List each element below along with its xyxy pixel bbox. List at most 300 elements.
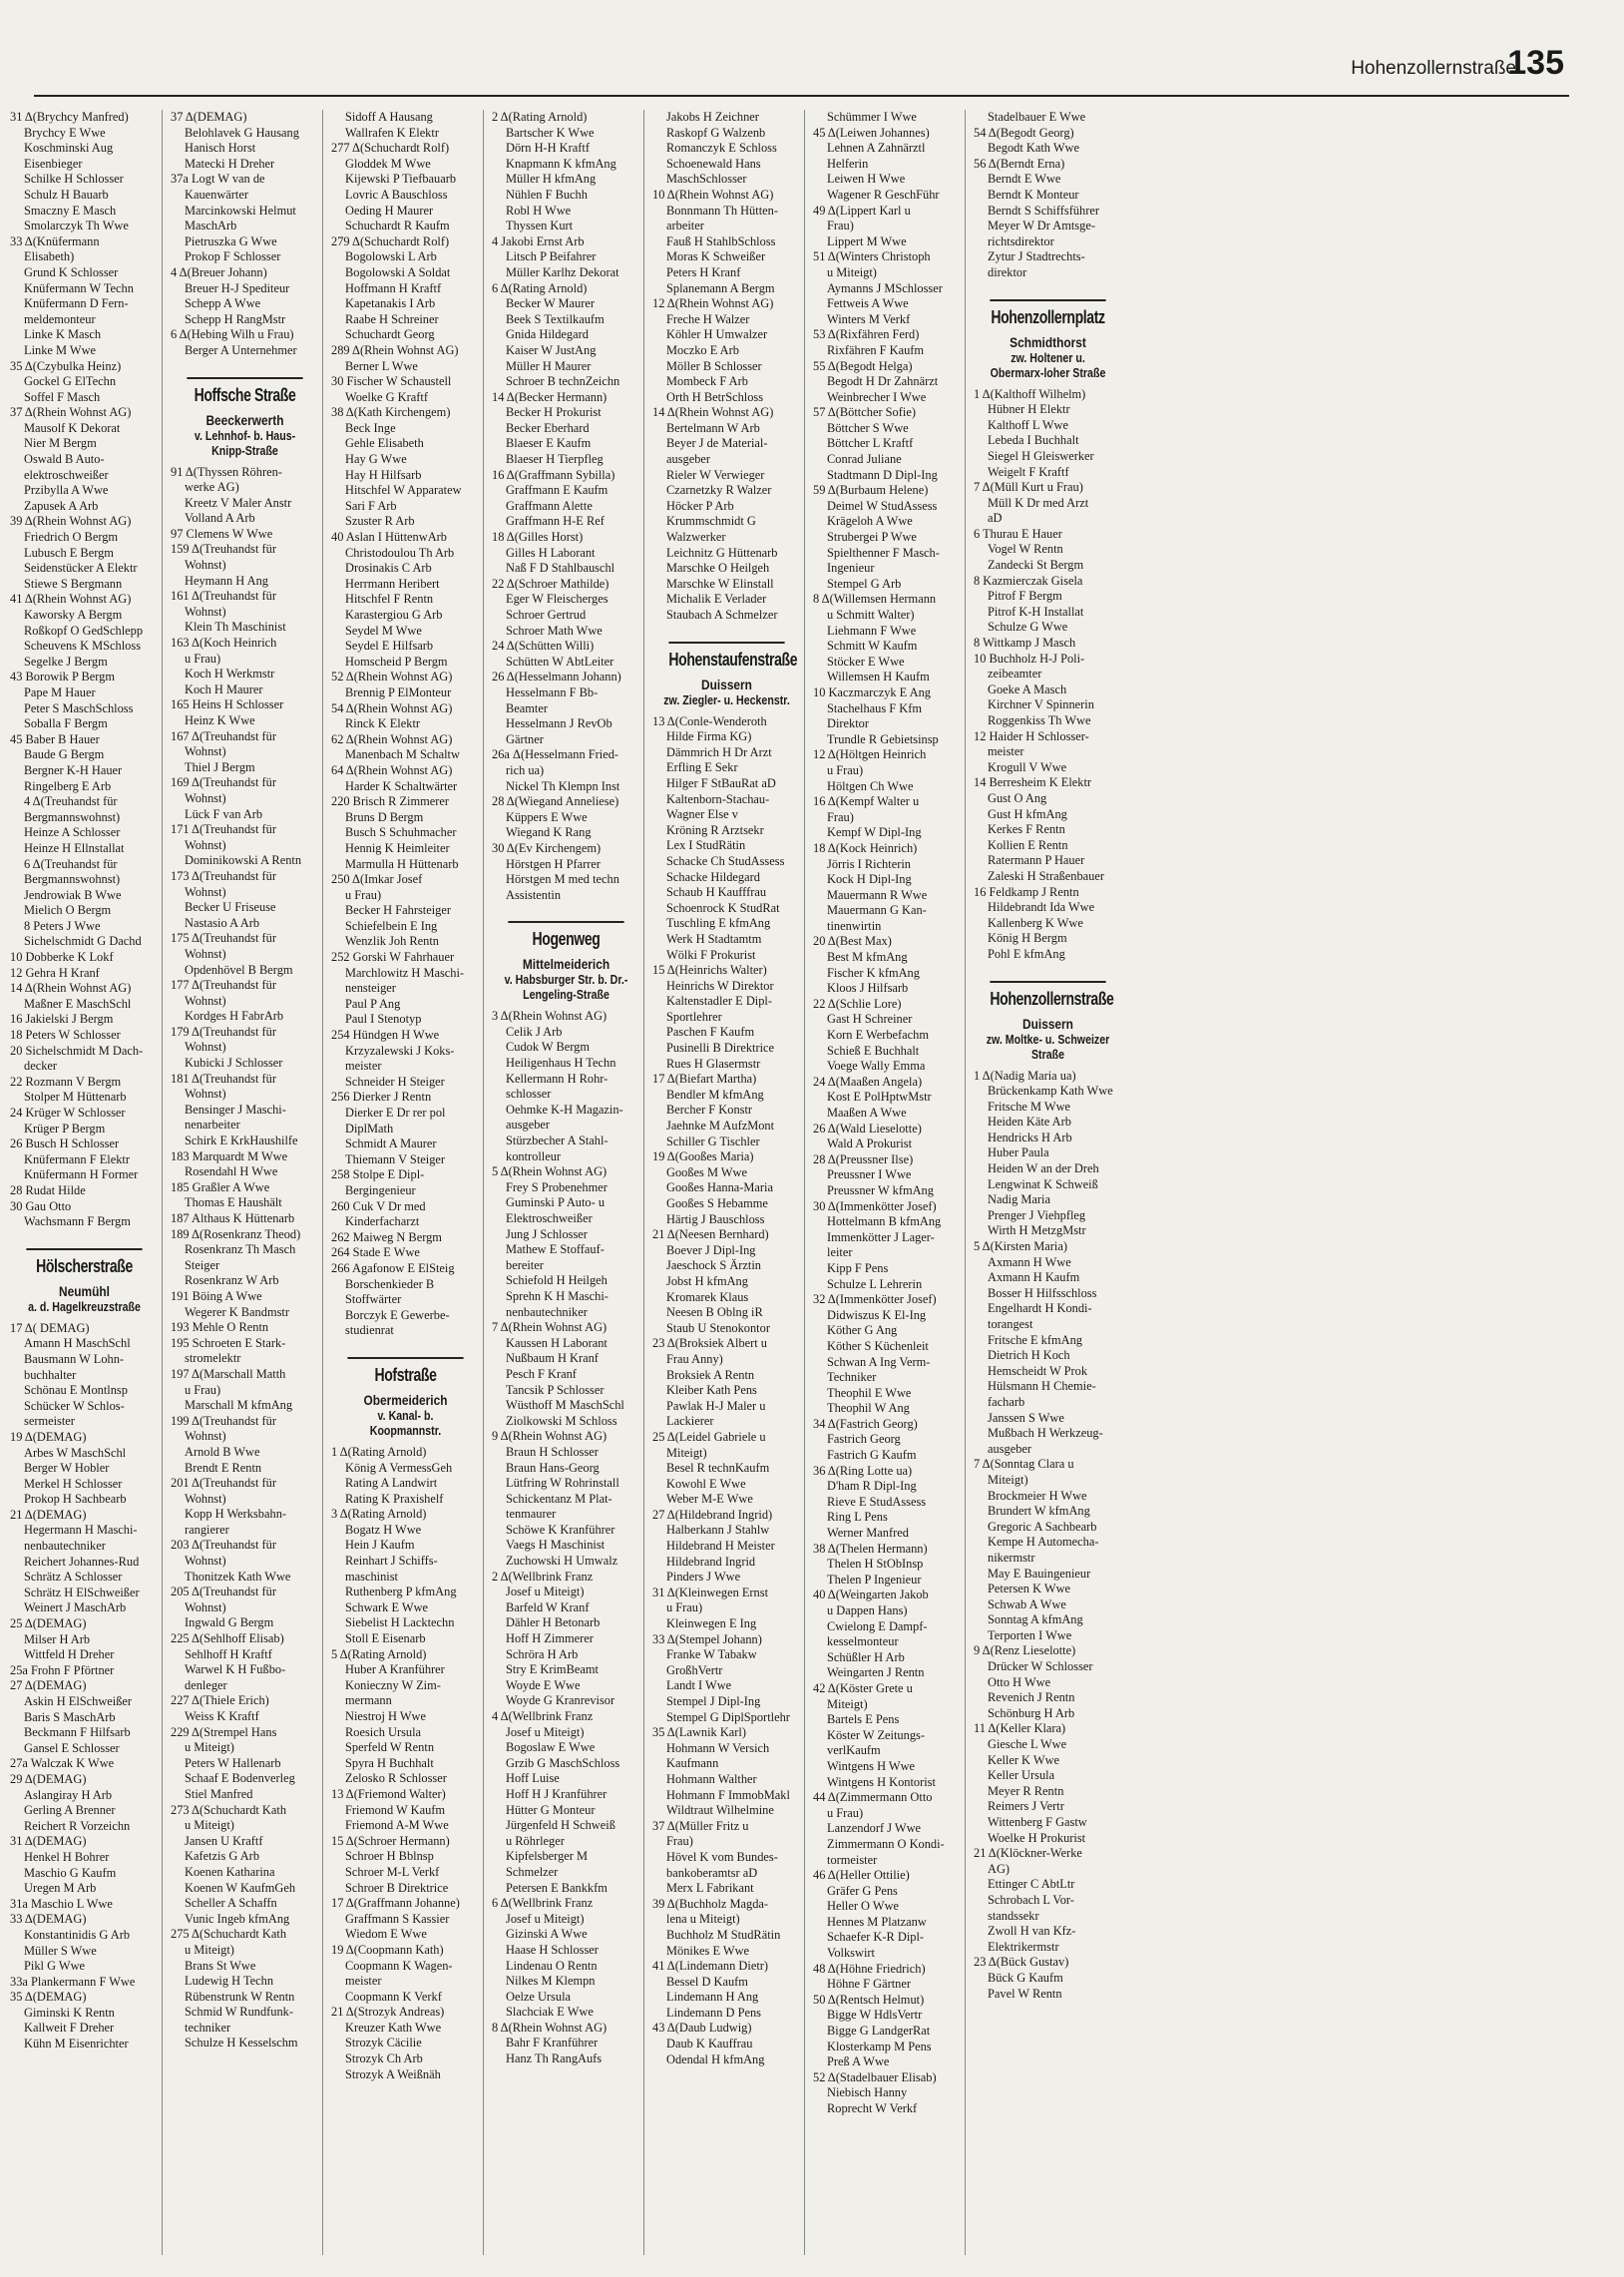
directory-entry: Schwan A Ing Verm- <box>827 1354 931 1369</box>
directory-entry: Lindenau O Rentn <box>506 1958 598 1973</box>
directory-entry: Graffmann H-E Ref <box>506 514 605 529</box>
directory-entry: Jaehnke M AufzMont <box>666 1119 775 1134</box>
directory-entry: Dietrich H Koch <box>988 1348 1070 1363</box>
directory-entry: Soballa F Bergm <box>24 716 108 731</box>
directory-entry: 42 Δ(Köster Grete u <box>813 1680 913 1695</box>
directory-entry: facharb <box>988 1394 1025 1409</box>
directory-entry: Wiedom E Wwe <box>345 1927 427 1942</box>
directory-entry: 40 Aslan I HüttenwArb <box>331 530 447 545</box>
directory-entry: 6 Δ(Wellbrink Franz <box>492 1896 594 1911</box>
directory-entry: Pietruszka G Wwe <box>185 233 277 248</box>
directory-entry: Stiewe S Bergmann <box>24 576 123 591</box>
directory-entry: u Schmitt Walter) <box>827 608 915 622</box>
directory-entry: Kipp F Pens <box>827 1260 889 1275</box>
directory-entry: Aslangiray H Arb <box>24 1787 113 1802</box>
directory-entry: Assistentin <box>506 887 562 902</box>
directory-entry: Lück F van Arb <box>185 806 263 821</box>
directory-entry: Bogolowski A Soldat <box>345 264 451 279</box>
directory-entry: Becker H Prokurist <box>506 405 602 420</box>
directory-entry: 33 Δ(Knüfermann <box>10 233 100 248</box>
directory-entry: 197 Δ(Marschall Matth <box>171 1366 286 1381</box>
directory-entry: Stempel G Arb <box>827 576 902 591</box>
directory-entry: Tancsik P Schlosser <box>506 1382 605 1397</box>
directory-entry: Lindemann D Pens <box>666 2005 761 2020</box>
directory-entry: Walzwerker <box>666 530 726 545</box>
directory-entry: Nadig Maria <box>988 1192 1050 1207</box>
directory-entry: Wittfeld H Dreher <box>24 1647 115 1662</box>
directory-entry: direktor <box>988 264 1027 279</box>
directory-entry: Weingarten J Rentn <box>827 1665 925 1680</box>
directory-entry: Axmann H Kaufm <box>988 1270 1080 1285</box>
directory-entry: Rieve E StudAssess <box>827 1494 927 1509</box>
directory-entry: 5 Δ(Kirsten Maria) <box>974 1239 1067 1254</box>
directory-entry: Hübner H Elektr <box>988 402 1070 417</box>
directory-entry: Dörn H-H Kraftf <box>506 141 590 156</box>
directory-entry: Hesselmann F Bb- <box>506 684 599 699</box>
directory-entry: 10 Δ(Rhein Wohnst AG) <box>652 187 774 202</box>
directory-entry: Brockmeier H Wwe <box>988 1488 1087 1503</box>
directory-entry: ausgeber <box>506 1118 551 1133</box>
directory-entry: 20 Δ(Best Max) <box>813 934 892 949</box>
directory-entry: Graffmann E Kaufm <box>506 483 609 498</box>
directory-entry: Stadelbauer E Wwe <box>988 110 1086 124</box>
directory-entry: 20 Sichelschmidt M Dach- <box>10 1043 144 1058</box>
district-name: Mittelmeiderich <box>522 956 610 973</box>
directory-entry: Rosenkranz W Arb <box>185 1273 279 1288</box>
directory-entry: Ziolkowski M Schloss <box>506 1413 617 1428</box>
directory-entry: Frau) <box>827 219 854 233</box>
directory-entry: Jörris I Richterin <box>827 856 911 871</box>
directory-entry: Weber M-E Wwe <box>666 1492 753 1507</box>
directory-entry: Strubergei P Wwe <box>827 530 917 545</box>
directory-entry: Vunic Ingeb kfmAng <box>185 1911 290 1926</box>
directory-entry: Pusinelli B Direktrice <box>666 1041 775 1056</box>
directory-entry: Siebelist H Lacktechn <box>345 1615 455 1630</box>
directory-entry: u Miteigt) <box>185 1818 234 1833</box>
directory-entry: Spielthenner F Masch- <box>827 545 940 560</box>
directory-entry: Weinbrecher I Wwe <box>827 389 927 404</box>
directory-entry: 35 Δ(DEMAG) <box>10 1990 87 2005</box>
directory-entry: Schrobach L Vor- <box>988 1892 1074 1907</box>
directory-entry: Kleiber Kath Pens <box>666 1383 757 1398</box>
directory-entry: Schönau E Montlnsp <box>24 1383 128 1398</box>
directory-entry: Axmann H Wwe <box>988 1254 1071 1269</box>
directory-entry: 9 Δ(Renz Lieselotte) <box>974 1643 1076 1658</box>
directory-entry: Ingwald G Bergm <box>185 1615 274 1630</box>
directory-entry: Willemsen H Kaufm <box>827 670 930 684</box>
directory-entry: Halberkann J Stahlw <box>666 1523 770 1538</box>
district-name: Schmidthorst <box>1010 333 1086 350</box>
directory-entry: 30 Fischer W Schaustell <box>331 374 452 389</box>
directory-entry: 181 Δ(Treuhandst für <box>171 1071 276 1086</box>
directory-entry: Kaufmann <box>666 1756 719 1771</box>
directory-entry: 55 Δ(Begodt Helga) <box>813 358 913 373</box>
directory-entry: Kloos J Hilfsarb <box>827 981 909 996</box>
directory-entry: Moczko E Arb <box>666 342 739 357</box>
directory-entry: Odendal H kfmAng <box>666 2051 765 2066</box>
directory-entry: 43 Δ(Daub Ludwig) <box>652 2021 752 2036</box>
directory-entry: rangierer <box>185 1522 229 1537</box>
directory-entry: Mausolf K Dekorat <box>24 420 121 435</box>
directory-entry: 22 Δ(Schroer Mathilde) <box>492 576 609 591</box>
directory-entry: Seydel E Hilfsarb <box>345 639 434 654</box>
street-name: Hofstraße <box>347 1357 463 1392</box>
directory-entry: Pavel W Rentn <box>988 1986 1062 2001</box>
directory-entry: 30 Δ(Ev Kirchengem) <box>492 840 602 855</box>
directory-entry: Roggenkiss Th Wwe <box>988 713 1091 727</box>
directory-entry: 252 Gorski W Fahrhauer <box>331 950 455 965</box>
directory-entry: Romanczyk E Schloss <box>666 141 777 156</box>
directory-entry: Bonnmann Th Hütten- <box>666 203 778 218</box>
directory-entry: Hohmann W Versich <box>666 1740 770 1755</box>
directory-entry: 187 Althaus K Hüttenarb <box>171 1211 295 1225</box>
directory-entry: 199 Δ(Treuhandst für <box>171 1413 276 1428</box>
directory-entry: Krzyzalewski J Koks- <box>345 1043 455 1058</box>
directory-entry: Strozyk Ch Arb <box>345 2051 423 2066</box>
directory-entry: Pape M Hauer <box>24 684 96 699</box>
directory-entry: Müller H kfmAng <box>506 172 597 187</box>
directory-entry: Sichelschmidt G Dachd <box>24 934 142 949</box>
directory-entry: 62 Δ(Rhein Wohnst AG) <box>331 731 453 746</box>
directory-entry: Dierker E Dr rer pol <box>345 1106 446 1120</box>
directory-entry: Schneider H Steiger <box>345 1074 445 1089</box>
directory-entry: Linke K Masch <box>24 327 102 342</box>
directory-entry: Woelke H Prokurist <box>988 1830 1086 1845</box>
directory-entry: Herrmann Heribert <box>345 576 440 591</box>
directory-entry: 254 Hündgen H Wwe <box>331 1028 440 1043</box>
street-heading <box>10 1248 159 1315</box>
directory-entry: Marschke W Elinstall <box>666 576 774 591</box>
directory-entry: Kipfelsberger M <box>506 1849 589 1864</box>
directory-entry: Friedrich O Bergm <box>24 530 119 545</box>
directory-entry: 14 Berresheim K Elektr <box>974 775 1092 790</box>
directory-entry: 21 Δ(DEMAG) <box>10 1507 87 1522</box>
directory-entry: Becker Eberhard <box>506 420 590 435</box>
directory-entry: 16 Feldkamp J Rentn <box>974 884 1079 899</box>
directory-entry: 13 Δ(Conle-Wenderoth <box>652 713 767 728</box>
directory-entry: Franke W Tabakw <box>666 1647 757 1662</box>
directory-entry: Hennes M Platzanw <box>827 1914 927 1929</box>
directory-entry: Rieler W Verwieger <box>666 467 765 482</box>
directory-entry: Kaiser W JustAng <box>506 342 597 357</box>
directory-entry: Heiligenhaus H Techn <box>506 1056 616 1071</box>
district-name: Duissern <box>701 676 752 692</box>
directory-entry: u Frau) <box>185 651 221 666</box>
directory-entry: Schickentanz M Plat- <box>506 1491 612 1506</box>
directory-entry: 8 Kazmierczak Gisela <box>974 573 1083 588</box>
directory-entry: 279 Δ(Schuchardt Rolf) <box>331 233 450 248</box>
directory-entry: ausgeber <box>988 1441 1032 1456</box>
directory-entry: Schuchardt R Kaufm <box>345 219 450 233</box>
directory-entry: Schroer M-L Verkf <box>345 1864 440 1879</box>
directory-entry: Leiwen H Wwe <box>827 172 906 187</box>
directory-entry: 161 Δ(Treuhandst für <box>171 589 276 604</box>
directory-entry: Maschio G Kaufm <box>24 1865 117 1880</box>
directory-entry: Wohnst) <box>185 558 226 573</box>
directory-entry: Höltgen Ch Wwe <box>827 778 914 793</box>
directory-entry: Peter S MaschSchloss <box>24 700 134 715</box>
directory-entry: 14 Δ(Becker Hermann) <box>492 389 608 404</box>
directory-entry: Reinhart J Schiffs- <box>345 1554 438 1569</box>
directory-entry: Wohnst) <box>185 993 226 1008</box>
directory-entry: 35 Δ(Czybulka Heinz) <box>10 358 122 373</box>
directory-entry: Gizinski A Wwe <box>506 1927 588 1942</box>
directory-entry: Kost E PolHptwMstr <box>827 1090 932 1105</box>
directory-entry: Braun H Schlosser <box>506 1444 599 1459</box>
directory-entry: Conrad Juliane <box>827 452 902 467</box>
directory-entry: Gilles H Laborant <box>506 545 596 560</box>
directory-entry: 12 Gehra H Kranf <box>10 965 100 980</box>
directory-entry: Kock H Dipl-Ing <box>827 872 912 887</box>
directory-entry: aD <box>988 511 1003 526</box>
directory-entry: 227 Δ(Thiele Erich) <box>171 1693 269 1708</box>
directory-entry: 51 Δ(Winters Christoph <box>813 249 931 264</box>
directory-entry: Neesen B Oblng iR <box>666 1305 763 1320</box>
directory-entry: Konstantinidis G Arb <box>24 1927 131 1942</box>
district-name: Neumühl <box>59 1282 110 1299</box>
directory-entry: 7 Δ(Rhein Wohnst AG) <box>492 1320 608 1335</box>
directory-entry: Kijewski P Tiefbauarb <box>345 172 457 187</box>
directory-entry: Lütfring W Rohrinstall <box>506 1476 619 1491</box>
directory-entry: Wölki F Prokurist <box>666 947 756 962</box>
directory-entry: AG) <box>988 1861 1011 1876</box>
directory-entry: Oelze Ursula <box>506 1989 572 2004</box>
directory-entry: Klein Th Maschinist <box>185 620 286 635</box>
directory-entry: Hohmann Walther <box>666 1771 757 1786</box>
directory-entry: Lovric A Bauschloss <box>345 187 448 202</box>
directory-entry: 37a Logt W van de <box>171 172 265 187</box>
directory-entry: Blaeser E Kaufm <box>506 436 592 451</box>
directory-entry: Schulze H Kesselschm <box>185 2036 298 2050</box>
directory-entry: 19 Δ(DEMAG) <box>10 1429 87 1444</box>
directory-entry: Koenen W KaufmGeh <box>185 1880 296 1895</box>
directory-entry: Knapmann K kfmAng <box>506 156 616 171</box>
directory-entry: Pinders J Wwe <box>666 1570 741 1585</box>
district-name: Duissern <box>1022 1015 1073 1032</box>
directory-entry: Wohnst) <box>185 1429 226 1444</box>
directory-entry: 18 Δ(Gilles Horst) <box>492 530 584 545</box>
directory-entry: Begodt Kath Wwe <box>988 141 1079 156</box>
directory-entry: 167 Δ(Treuhandst für <box>171 728 276 743</box>
directory-entry: Konieczny W Zim- <box>345 1677 441 1692</box>
directory-entry: Köther S Küchenleit <box>827 1338 929 1353</box>
directory-entry: Roprecht W Verkf <box>827 2101 918 2115</box>
directory-entry: Schrätz A Schlosser <box>24 1570 123 1585</box>
directory-entry: 44 Δ(Zimmermann Otto <box>813 1790 933 1805</box>
directory-entry: 25a Frohn F Pförtner <box>10 1662 115 1677</box>
street-range: a. d. Hagelkreuzstraße <box>28 1299 141 1314</box>
directory-entry: Hohmann F ImmobMakl <box>666 1787 790 1802</box>
directory-entry: 179 Δ(Treuhandst für <box>171 1024 276 1039</box>
directory-entry: Bergmannswohnst) <box>24 872 121 887</box>
directory-entry: Hildebrandt Ida Wwe <box>988 900 1095 915</box>
directory-entry: Askin H ElSchweißer <box>24 1694 133 1708</box>
directory-entry: u Miteigt) <box>185 1740 234 1755</box>
directory-entry: Erfling E Sekr <box>666 760 738 775</box>
directory-entry: 45 Δ(Leiwen Johannes) <box>813 125 930 140</box>
directory-entry: Wohnst) <box>185 946 226 961</box>
directory-entry: 54 Δ(Begodt Georg) <box>974 125 1074 140</box>
directory-entry: Blaeser H Tierpfleg <box>506 452 604 467</box>
directory-entry: 266 Agafonow E ElSteig <box>331 1260 455 1275</box>
directory-entry: Scheuvens K MSchloss <box>24 639 142 654</box>
directory-entry: Bergingenieur <box>345 1182 416 1197</box>
directory-entry: leiter <box>827 1245 853 1260</box>
directory-entry: Fastrich Georg <box>827 1432 901 1447</box>
directory-entry: Robl H Wwe <box>506 203 572 218</box>
directory-entry: Schüßler H Arb <box>827 1649 905 1664</box>
directory-entry: Schiller G Tischler <box>666 1134 760 1148</box>
directory-entry: Ingenieur <box>827 561 875 576</box>
directory-entry: Soffel F Masch <box>24 389 101 404</box>
directory-entry: 26 Busch H Schlosser <box>10 1137 120 1151</box>
directory-entry: 6 Δ(Rating Arnold) <box>492 280 588 295</box>
directory-entry: Hilde Firma KG) <box>666 729 752 744</box>
directory-entry: Wohnst) <box>185 790 226 805</box>
directory-entry: 256 Dierker J Rentn <box>331 1090 432 1105</box>
directory-entry: Zimmermann O Kondi- <box>827 1836 945 1851</box>
directory-entry: 258 Stolpe E Dipl- <box>331 1167 425 1182</box>
directory-entry: Naß F D Stahlbauschl <box>506 561 615 576</box>
directory-entry: Siegel H Gleiswerker <box>988 448 1094 463</box>
directory-entry: Josef u Miteigt) <box>506 1724 585 1739</box>
directory-entry: Müll K Dr med Arzt <box>988 495 1089 510</box>
directory-entry: Leichnitz G Hüttenarb <box>666 545 778 560</box>
directory-entry: Litsch P Beifahrer <box>506 249 597 264</box>
directory-entry: Miteigt) <box>666 1445 707 1460</box>
directory-entry: Knüfermann W Techn <box>24 280 134 295</box>
directory-entry: Theophil W Ang <box>827 1401 910 1416</box>
directory-entry: Bigge W HdlsVertr <box>827 2008 923 2023</box>
directory-entry: Schiefold H Heilgeh <box>506 1273 608 1288</box>
directory-entry: 250 Δ(Imkar Josef <box>331 872 423 887</box>
directory-entry: Revenich J Rentn <box>988 1690 1075 1705</box>
directory-entry: 53 Δ(Rixfähren Ferd) <box>813 327 920 342</box>
directory-entry: Gast H Schreiner <box>827 1012 913 1027</box>
directory-entry: Merkel H Schlosser <box>24 1476 123 1491</box>
directory-entry: Fastrich G Kaufm <box>827 1448 917 1463</box>
directory-entry: 17 Δ( DEMAG) <box>10 1320 90 1335</box>
directory-entry: Rixfähren F Kaufm <box>827 342 925 357</box>
directory-entry: Knüfermann D Fern- <box>24 296 129 311</box>
street-range: zw. Moltke- u. Schweizer Straße <box>986 1032 1110 1062</box>
directory-entry: Christodoulou Th Arb <box>345 545 455 560</box>
street-heading <box>171 377 319 459</box>
directory-entry: Huber Paula <box>988 1145 1049 1160</box>
directory-entry: Thelen H StObInsp <box>827 1557 924 1572</box>
directory-entry: 22 Δ(Schlie Lore) <box>813 996 902 1011</box>
directory-entry: tenmaurer <box>506 1507 557 1522</box>
directory-entry: Haase H Schlosser <box>506 1942 599 1957</box>
directory-entry: 37 Δ(Rhein Wohnst AG) <box>10 405 132 420</box>
directory-entry: Küppers E Wwe <box>506 809 588 824</box>
directory-entry: 13 Δ(Friemond Walter) <box>331 1786 446 1801</box>
directory-entry: 273 Δ(Schuchardt Kath <box>171 1802 287 1817</box>
directory-entry: Schilke H Schlosser <box>24 172 124 187</box>
directory-entry: Gockel G ElTechn <box>24 374 117 389</box>
directory-entry: Moras K Schweißer <box>666 249 766 264</box>
directory-entry: Jaeschock S Ärztin <box>666 1258 761 1273</box>
directory-entry: Heiden Käte Arb <box>988 1115 1071 1130</box>
directory-entry: 91 Δ(Thyssen Röhren- <box>171 464 282 479</box>
directory-entry: Hoff H Zimmerer <box>506 1631 594 1646</box>
column-6 <box>813 110 966 2255</box>
directory-entry: Theophil E Wwe <box>827 1385 912 1400</box>
directory-entry: Fauß H StahlbSchloss <box>666 233 776 248</box>
directory-entry: 9 Δ(Rhein Wohnst AG) <box>492 1429 608 1444</box>
directory-entry: 7 Δ(Sonntag Clara u <box>974 1457 1074 1472</box>
directory-entry: Seidenstücker A Elektr <box>24 561 138 576</box>
directory-entry: Köther G Ang <box>827 1323 898 1338</box>
directory-entry: 39 Δ(Rhein Wohnst AG) <box>10 514 132 529</box>
directory-entry: 5 Δ(Rating Arnold) <box>331 1646 427 1661</box>
directory-entry: Karastergiou G Arb <box>345 608 443 622</box>
directory-entry: Schoenewald Hans <box>666 156 761 171</box>
directory-entry: Heinze H Ellnstallat <box>24 840 125 855</box>
directory-entry: Stürzbecher A Stahl- <box>506 1134 609 1148</box>
directory-entry: Schroer Math Wwe <box>506 623 603 638</box>
directory-entry: 31 Δ(Kleinwegen Ernst <box>652 1585 769 1599</box>
directory-entry: 3 Δ(Rhein Wohnst AG) <box>492 1009 608 1024</box>
street-name: Hölscherstraße <box>26 1248 142 1283</box>
street-range: v. Lehnhof- b. Haus-Knipp-Straße <box>194 428 296 458</box>
directory-entry: Heinze A Schlosser <box>24 825 121 840</box>
directory-entry: Berndt S Schiffsführer <box>988 203 1099 218</box>
directory-entry: 8 Peters J Wwe <box>24 918 101 933</box>
directory-entry: Köhler H Umwalzer <box>666 327 768 342</box>
directory-entry: elektroschweißer <box>24 467 109 482</box>
directory-entry: Nier M Bergm <box>24 436 97 451</box>
directory-entry: Schaaf E Bodenverleg <box>185 1771 295 1786</box>
directory-entry: 31a Maschio L Wwe <box>10 1896 113 1911</box>
directory-entry: Hendricks H Arb <box>988 1130 1072 1144</box>
directory-entry: 173 Δ(Treuhandst für <box>171 868 276 883</box>
directory-entry: Marmulla H Hüttenarb <box>345 856 459 871</box>
directory-entry: Wagener R GeschFühr <box>827 187 940 202</box>
column-2 <box>171 110 323 2255</box>
directory-entry: Bausmann W Lohn- <box>24 1351 125 1366</box>
directory-entry: Wachsmann F Bergm <box>24 1214 131 1229</box>
directory-entry: 46 Δ(Heller Ottilie) <box>813 1868 910 1883</box>
directory-entry: Koschminski Aug <box>24 141 114 156</box>
directory-entry: Gloddek M Wwe <box>345 156 431 171</box>
directory-entry: Oeding H Maurer <box>345 203 434 218</box>
directory-entry: Bosser H Hilfsschloss <box>988 1285 1097 1300</box>
directory-entry: werke AG) <box>185 480 239 495</box>
directory-entry: Merx L Fabrikant <box>666 1881 754 1896</box>
directory-entry: Hottelmann B kfmAng <box>827 1214 942 1229</box>
directory-entry: Kalthoff L Wwe <box>988 417 1068 432</box>
directory-entry: Pohl E kfmAng <box>988 946 1065 961</box>
directory-entry: Stempel J Dipl-Ing <box>666 1694 761 1708</box>
directory-entry: 12 Haider H Schlosser- <box>974 728 1089 743</box>
column-5 <box>652 110 805 2255</box>
directory-entry: Bergmannswohnst) <box>24 809 121 824</box>
directory-entry: Amann H MaschSchl <box>24 1336 131 1351</box>
directory-entry: Grund K Schlosser <box>24 264 119 279</box>
directory-entry: Ludewig H Techn <box>185 1974 274 1989</box>
directory-entry: Giminski K Rentn <box>24 2005 115 2020</box>
directory-entry: Bahr F Kranführer <box>506 2036 599 2050</box>
directory-entry: Keller K Wwe <box>988 1752 1060 1767</box>
directory-entry: 14 Δ(Rhein Wohnst AG) <box>10 981 132 996</box>
directory-entry: u Frau) <box>345 887 382 902</box>
directory-entry: Hegermann H Maschi- <box>24 1523 138 1538</box>
directory-entry: Mußbach H Werkzeug- <box>988 1426 1103 1441</box>
directory-entry: Härtig J Bauschloss <box>666 1211 765 1226</box>
directory-entry: Strozyk Cäcilie <box>345 2036 422 2050</box>
directory-entry: 2 Δ(Rating Arnold) <box>492 110 588 124</box>
